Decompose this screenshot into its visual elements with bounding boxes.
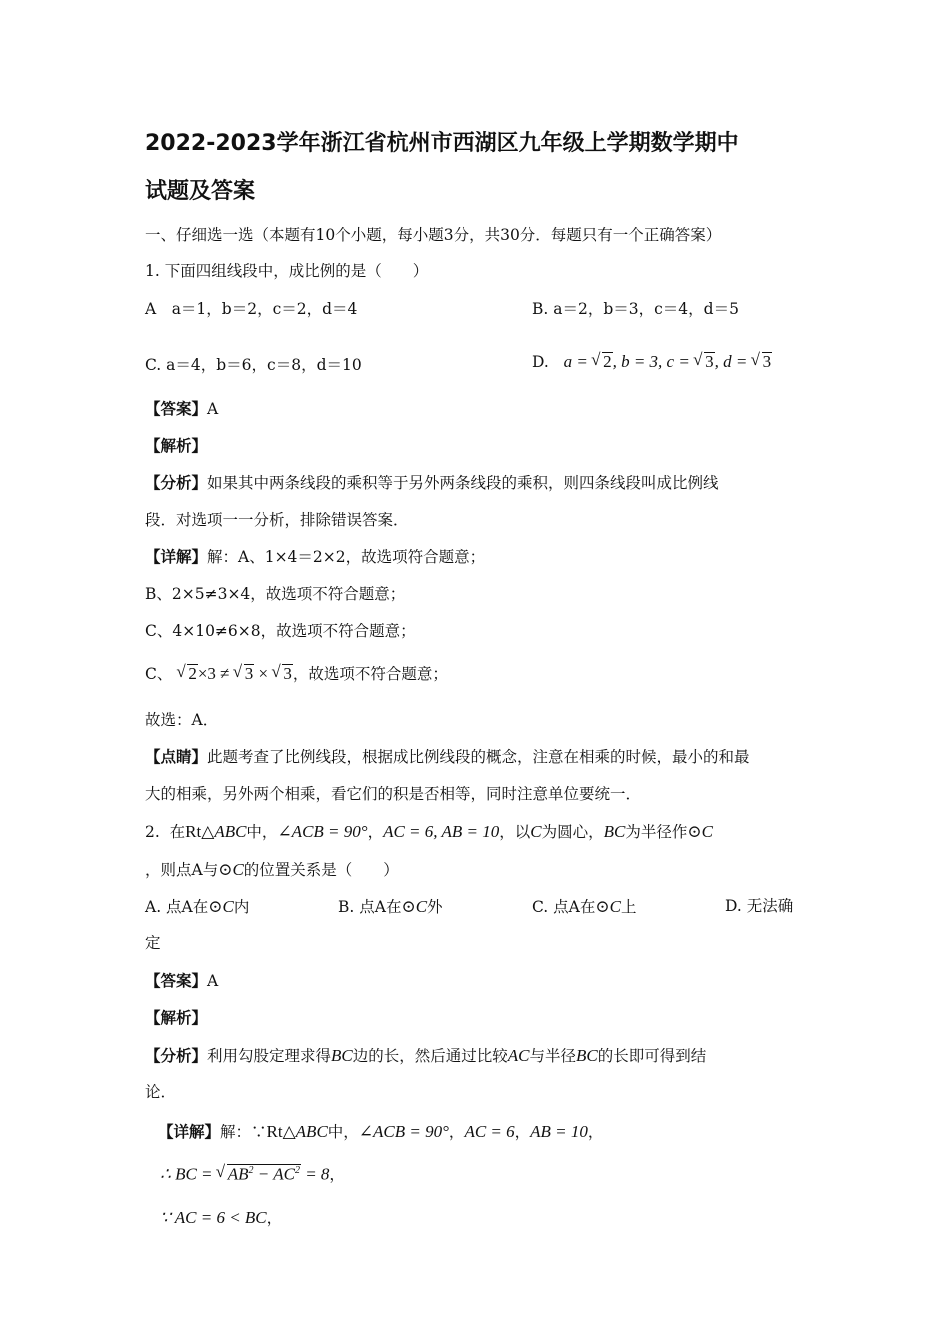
- q1-note-line1: 【点睛】此题考查了比例线段，根据成比例线段的概念，注意在相乘的时候，最小的和最: [145, 747, 750, 766]
- q1-note-line2: 大的相乘，另外两个相乘，看它们的积是否相等，同时注意单位要统一．: [145, 785, 642, 803]
- q2-stem-line2: ，则点A与⊙C的位置关系是（ ）: [145, 860, 399, 879]
- document-title-line2: 试题及答案: [145, 179, 256, 204]
- q2-analysis-line2: 论．: [145, 1083, 177, 1101]
- note-tag: 【点睛】: [145, 747, 208, 766]
- answer-tag: 【答案】: [145, 971, 208, 990]
- q2-detail-line1: 【详解】解：∵Rt△ABC中，∠ACB = 90°，AC = 6，AB = 10，: [158, 1122, 604, 1141]
- detail-tag: 【详解】: [145, 547, 208, 566]
- q1-detail-line1: 【详解】解：A、1×4＝2×2，故选项符合题意；: [145, 547, 486, 566]
- q1-detail-line3: C、4×10≠6×8，故选项不符合题意；: [145, 622, 416, 640]
- q1-detail-line2: B、2×5≠3×4，故选项不符合题意；: [145, 585, 406, 603]
- q1-analysis-line1: 【分析】如果其中两条线段的乘积等于另外两条线段的乘积，则四条线段叫成比例线: [145, 473, 719, 492]
- q2-option-d-cont: 定: [145, 934, 161, 952]
- q2-option-b: B. 点A在⊙C外: [338, 897, 443, 916]
- answer-tag: 【答案】: [145, 399, 208, 418]
- q1-detail-line4: C、 √ 2×3 ≠ √ 3 × √ 3，故选项不符合题意；: [145, 664, 448, 684]
- answer-value: A: [207, 972, 219, 990]
- q2-jiexi-tag: 【解析】: [145, 1008, 208, 1027]
- q2-stem-line1: 2. 在Rt△ABC中，∠ACB = 90°，AC = 6, AB = 10，以C为圆心，BC为半径作⊙C: [145, 822, 713, 841]
- q2-option-a: A. 点A在⊙C内: [145, 897, 250, 916]
- q1-stem: 1. 下面四组线段中，成比例的是（ ）: [145, 262, 429, 280]
- q2-answer: [145, 972, 218, 991]
- q1-option-d: [532, 352, 772, 372]
- section-heading: 一、仔细选一选（本题有10个小题，每小题3分，共30分．每题只有一个正确答案）: [145, 226, 722, 244]
- q2-option-c: C. 点A在⊙C上: [532, 897, 637, 916]
- q1-option-d-math: a = √ 2, b = 3, c = √ 3, d = √ 3: [564, 352, 772, 371]
- q1-option-d-label: D.: [532, 353, 549, 371]
- q2-analysis-line1: 【分析】利用勾股定理求得BC边的长，然后通过比较AC与半径BC的长即可得到结: [145, 1046, 707, 1065]
- q1-analysis-line2: 段．对选项一一分析，排除错误答案．: [145, 511, 409, 529]
- q2-detail-line2: ∴ BC = √ $AB^2 - AC^2 = 8$，: [160, 1164, 345, 1185]
- q1-detail-math: √ 2×3 ≠ √ 3 × √ 3: [177, 664, 293, 683]
- q1-jiexi-tag: 【解析】: [145, 436, 208, 455]
- q1-option-a: A a＝1，b＝2，c＝2，d＝4: [145, 300, 358, 318]
- q1-conclusion: 故选：A．: [145, 711, 219, 729]
- document-title-line1: 2022-2023学年浙江省杭州市西湖区九年级上学期数学期中: [145, 131, 739, 156]
- q2-detail-line3: ∵ AC = 6 < BC，: [160, 1208, 283, 1227]
- q2-option-d: D. 无法确: [725, 897, 794, 915]
- q1-answer: [145, 400, 218, 419]
- q1-option-c: C. a＝4，b＝6，c＝8，d＝10: [145, 356, 362, 374]
- analysis-tag: 【分析】: [145, 473, 208, 492]
- q1-option-b: B. a＝2，b＝3，c＝4，d＝5: [532, 300, 739, 318]
- answer-value: A: [207, 400, 219, 418]
